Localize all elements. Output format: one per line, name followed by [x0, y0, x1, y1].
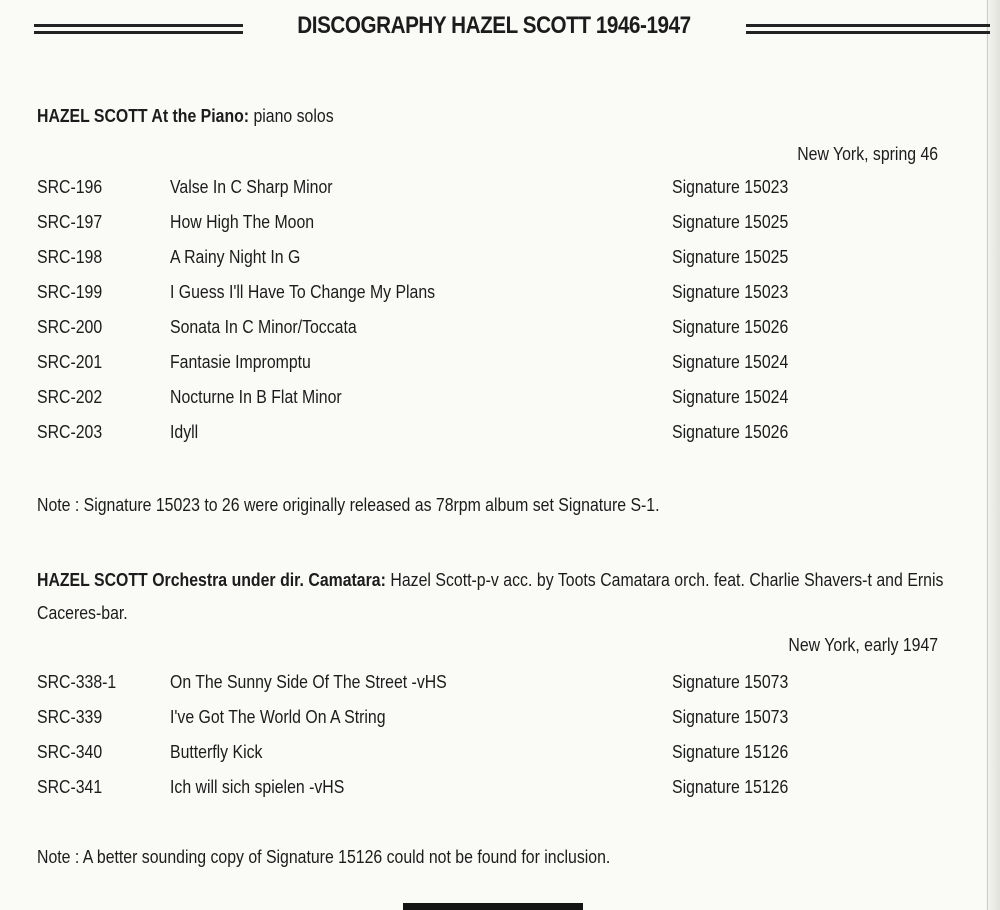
- track-row: [0, 247, 1000, 282]
- track-title: Valse In C Sharp Minor: [170, 177, 333, 197]
- note-section-2: Note : A better sounding copy of Signature 15126 could not be found for inclusion.: [37, 847, 611, 867]
- track-title: Sonata In C Minor/Toccata: [170, 317, 357, 337]
- matrix-number: SRC-202: [37, 387, 103, 407]
- section-heading-rest: Hazel Scott-p-v acc. by Toots Camatara orch. feat. Charlie Shavers-t and Ernis Caceres-bar.: [37, 570, 944, 623]
- record-label: Signature 15023: [672, 177, 789, 197]
- session-location: New York, spring 46: [797, 144, 938, 164]
- track-row: [0, 387, 1000, 422]
- header-rule-right: [746, 24, 990, 34]
- track-title: Butterfly Kick: [170, 742, 263, 762]
- track-row: [0, 742, 1000, 777]
- note-section-1: Note : Signature 15023 to 26 were originally released as 78rpm album set Signature S-1.: [37, 495, 660, 515]
- track-row: [0, 317, 1000, 352]
- track-title: Ich will sich spielen -vHS: [170, 777, 345, 797]
- page-footer-bar: [403, 903, 583, 910]
- matrix-number: SRC-340: [37, 742, 103, 762]
- session-location: New York, early 1947: [788, 635, 938, 655]
- track-list: [0, 177, 1000, 457]
- track-row: [0, 212, 1000, 247]
- matrix-number: SRC-341: [37, 777, 103, 797]
- matrix-number: SRC-201: [37, 352, 103, 372]
- section-heading-bold: HAZEL SCOTT Orchestra under dir. Camatara:: [37, 570, 386, 590]
- matrix-number: SRC-198: [37, 247, 103, 267]
- track-title: A Rainy Night In G: [170, 247, 301, 267]
- track-title: On The Sunny Side Of The Street -vHS: [170, 672, 447, 692]
- record-label: Signature 15026: [672, 422, 789, 442]
- matrix-number: SRC-339: [37, 707, 103, 727]
- matrix-number: SRC-197: [37, 212, 103, 232]
- track-row: [0, 352, 1000, 387]
- record-label: Signature 15024: [672, 352, 789, 372]
- section-heading-rest: piano solos: [249, 106, 334, 126]
- record-label: Signature 15023: [672, 282, 789, 302]
- section-heading-orchestra: [37, 564, 943, 630]
- section-heading-piano-solos: [37, 106, 334, 127]
- matrix-number: SRC-199: [37, 282, 103, 302]
- track-row: [0, 177, 1000, 212]
- record-label: Signature 15073: [672, 707, 789, 727]
- track-row: [0, 777, 1000, 812]
- record-label: Signature 15126: [672, 742, 789, 762]
- section-heading-bold: HAZEL SCOTT At the Piano:: [37, 106, 250, 126]
- matrix-number: SRC-338-1: [37, 672, 117, 692]
- track-row: [0, 707, 1000, 742]
- matrix-number: SRC-203: [37, 422, 103, 442]
- record-label: Signature 15025: [672, 247, 789, 267]
- record-label: Signature 15073: [672, 672, 789, 692]
- track-title: Nocturne In B Flat Minor: [170, 387, 342, 407]
- track-row: [0, 672, 1000, 707]
- matrix-number: SRC-196: [37, 177, 103, 197]
- track-title: I've Got The World On A String: [170, 707, 386, 727]
- track-row: [0, 422, 1000, 457]
- track-title: How High The Moon: [170, 212, 315, 232]
- track-title: Fantasie Impromptu: [170, 352, 311, 372]
- matrix-number: SRC-200: [37, 317, 103, 337]
- track-title: I Guess I'll Have To Change My Plans: [170, 282, 436, 302]
- record-label: Signature 15126: [672, 777, 789, 797]
- record-label: Signature 15025: [672, 212, 789, 232]
- track-title: Idyll: [170, 422, 199, 442]
- record-label: Signature 15024: [672, 387, 789, 407]
- track-row: [0, 282, 1000, 317]
- record-label: Signature 15026: [672, 317, 789, 337]
- page-title: DISCOGRAPHY HAZEL SCOTT 1946-1947: [297, 12, 691, 39]
- header-rule-left: [34, 24, 243, 34]
- track-list: [0, 672, 1000, 812]
